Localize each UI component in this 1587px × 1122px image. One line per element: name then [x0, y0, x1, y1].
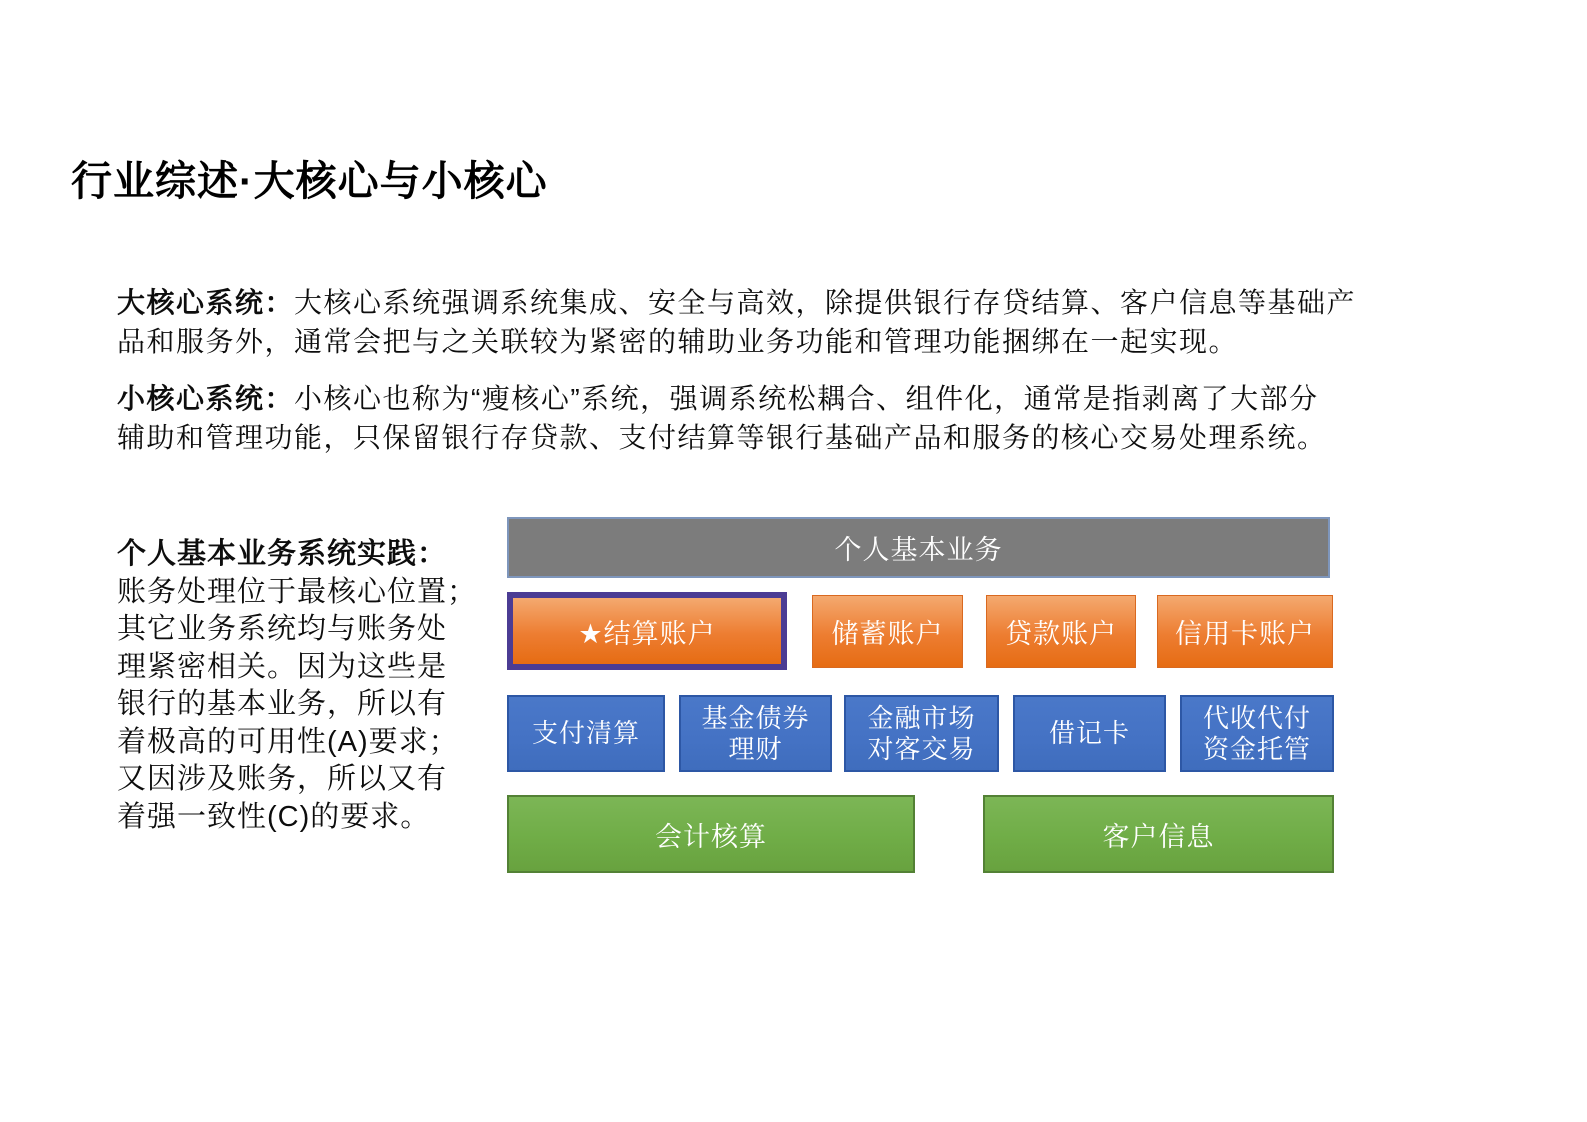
box-accounting-label: 会计核算 — [655, 821, 767, 852]
box-payment-clearing — [507, 695, 665, 772]
box-financial-market-trading-line1: 金融市场 — [867, 702, 976, 733]
paragraph-big-core-line2: 品和服务外，通常会把与之关联较为紧密的辅助业务功能和管理功能捆绑在一起实现。 — [117, 326, 1239, 357]
box-settlement-account — [507, 592, 787, 670]
practice-line: 银行的基本业务，所以有 — [117, 688, 448, 720]
box-loan-account-label: 贷款账户 — [1005, 619, 1117, 649]
practice-line: 其它业务系统均与账务处 — [117, 613, 448, 645]
box-credit-card-account-label: 信用卡账户 — [1175, 619, 1315, 649]
box-settlement-account-label: ★结算账户 — [578, 618, 716, 649]
paragraph-small-core-lead: 小核心系统： — [117, 383, 295, 414]
box-collection-payment-custody — [1180, 695, 1334, 772]
paragraph-small-core-line2: 辅助和管理功能，只保留银行存贷款、支付结算等银行基础产品和服务的核心交易处理系统。 — [117, 422, 1327, 453]
box-debit-card — [1013, 695, 1166, 772]
paragraph-small-core-line1: 小核心也称为“瘦核心”系统，强调系统松耦合、组件化，通常是指剥离了大部分 — [294, 383, 1319, 414]
box-savings-account-label: 储蓄账户 — [831, 619, 944, 649]
box-customer-info — [983, 795, 1334, 873]
box-accounting — [507, 795, 915, 873]
diagram-header-bar — [507, 517, 1330, 578]
diagram-header-label: 个人基本业务 — [834, 535, 1003, 565]
practice-line: 账务处理位于最核心位置； — [117, 575, 478, 608]
box-financial-market-trading-line2: 对客交易 — [867, 733, 976, 764]
paragraph-big-core-lead: 大核心系统： — [117, 287, 295, 318]
box-fund-bond-wealth — [679, 695, 832, 772]
practice-line: 着强一致性(C)的要求。 — [117, 800, 431, 833]
box-collection-payment-custody-line1: 代收代付 — [1202, 702, 1311, 733]
box-fund-bond-wealth-line2: 理财 — [728, 733, 783, 764]
box-credit-card-account — [1157, 595, 1333, 668]
paragraph-big-core-line1: 大核心系统强调系统集成、安全与高效，除提供银行存贷结算、客户信息等基础产 — [294, 287, 1357, 318]
box-loan-account — [986, 595, 1136, 668]
box-customer-info-label: 客户信息 — [1102, 821, 1215, 852]
box-fund-bond-wealth-line1: 基金债券 — [701, 702, 810, 733]
practice-heading: 个人基本业务系统实践： — [117, 538, 448, 570]
box-debit-card-label: 借记卡 — [1048, 718, 1130, 748]
practice-line: 又因涉及账务，所以又有 — [117, 763, 448, 795]
practice-line: 着极高的可用性(A)要求； — [117, 725, 459, 758]
box-savings-account — [812, 595, 963, 668]
box-payment-clearing-label: 支付清算 — [531, 718, 640, 748]
box-financial-market-trading — [844, 695, 999, 772]
box-collection-payment-custody-line2: 资金托管 — [1202, 733, 1311, 764]
practice-line: 理紧密相关。因为这些是 — [117, 650, 448, 683]
page-title: 行业综述·大核心与小核心 — [71, 158, 548, 204]
